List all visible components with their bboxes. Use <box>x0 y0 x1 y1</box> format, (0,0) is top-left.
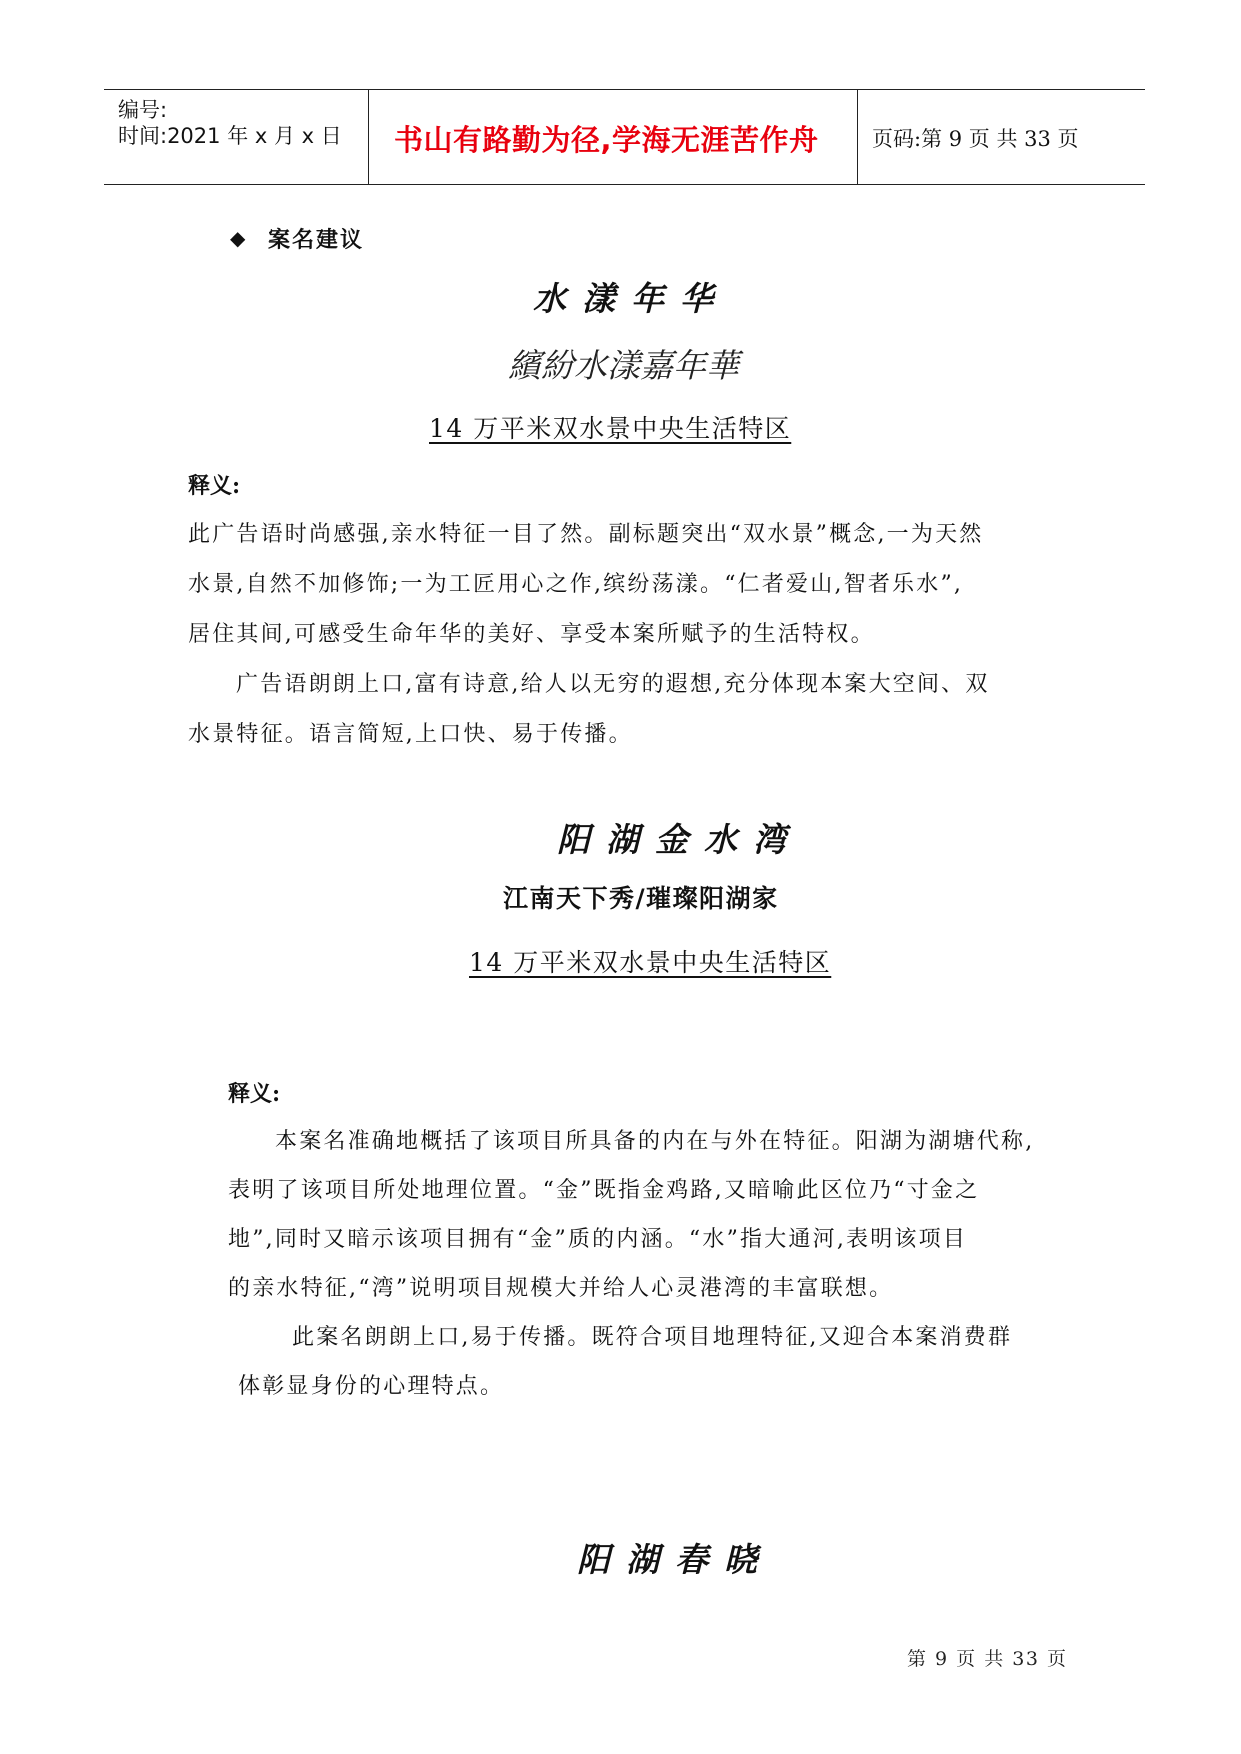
proposal-1-paragraph-line: 水景,自然不加修饰;一为工匠用心之作,缤纷荡漾。“仁者爱山,智者乐水”, <box>188 572 964 597</box>
proposal-2-paragraph-line: 体彰显身份的心理特点。 <box>238 1374 505 1399</box>
proposal-2-paragraph-line: 的亲水特征,“湾”说明项目规模大并给人心灵港湾的丰富联想。 <box>228 1276 894 1301</box>
proposal-2-paragraph-line: 此案名朗朗上口,易于传播。既符合项目地理特征,又迎合本案消费群 <box>292 1325 1013 1350</box>
diamond-bullet-icon: ◆ <box>230 226 246 250</box>
page-footer-number: 第 9 页 共 33 页 <box>907 1648 1068 1670</box>
proposal-3-name: 阳湖春晓 <box>577 1540 773 1579</box>
header-page-code: 页码:第 9 页 共 33 页 <box>872 127 1079 151</box>
section-title: 案名建议 <box>268 227 365 253</box>
document-time-label: 时间:2021 年 x 月 x 日 <box>118 124 342 148</box>
proposal-2-name: 阳湖金水湾 <box>557 820 802 859</box>
page-header <box>104 89 1145 185</box>
proposal-2-paragraph-line: 本案名准确地概括了该项目所具备的内在与外在特征。阳湖为湖塘代称, <box>275 1129 1035 1154</box>
proposal-2-subtitle: 江南天下秀/璀璨阳湖家 <box>503 884 779 913</box>
proposal-1-paragraph-line: 水景特征。语言简短,上口快、易于传播。 <box>188 722 633 747</box>
proposal-2-paragraph-line: 表明了该项目所处地理位置。“金”既指金鸡路,又暗喻此区位乃“寸金之 <box>228 1178 980 1203</box>
proposal-1-tagline: 14 万平米双水景中央生活特区 <box>429 414 792 443</box>
proposal-1-subtitle: 繽紛水漾嘉年華 <box>508 346 739 385</box>
proposal-1-paragraph-line: 广告语朗朗上口,富有诗意,给人以无穷的遐想,充分体现本案大空间、双 <box>236 672 990 697</box>
proposal-1-name: 水漾年华 <box>533 279 729 318</box>
header-meta-cell <box>104 90 369 184</box>
proposal-1-paragraph-line: 此广告语时尚感强,亲水特征一目了然。副标题突出“双水景”概念,一为天然 <box>188 522 984 547</box>
proposal-2-paragraph-line: 地”,同时又暗示该项目拥有“金”质的内涵。“水”指大通河,表明该项目 <box>228 1227 968 1252</box>
document-number-label: 编号: <box>118 98 168 122</box>
proposal-2-explanation-label: 释义: <box>228 1081 281 1107</box>
header-page-cell <box>858 90 1145 184</box>
proposal-2-tagline: 14 万平米双水景中央生活特区 <box>469 948 832 977</box>
proposal-1-paragraph-line: 居住其间,可感受生命年华的美好、享受本案所赋予的生活特权。 <box>188 622 875 647</box>
header-motto: 书山有路勤为径,学海无涯苦作舟 <box>394 123 819 157</box>
header-motto-cell <box>369 90 858 184</box>
proposal-1-explanation-label: 释义: <box>188 473 241 499</box>
